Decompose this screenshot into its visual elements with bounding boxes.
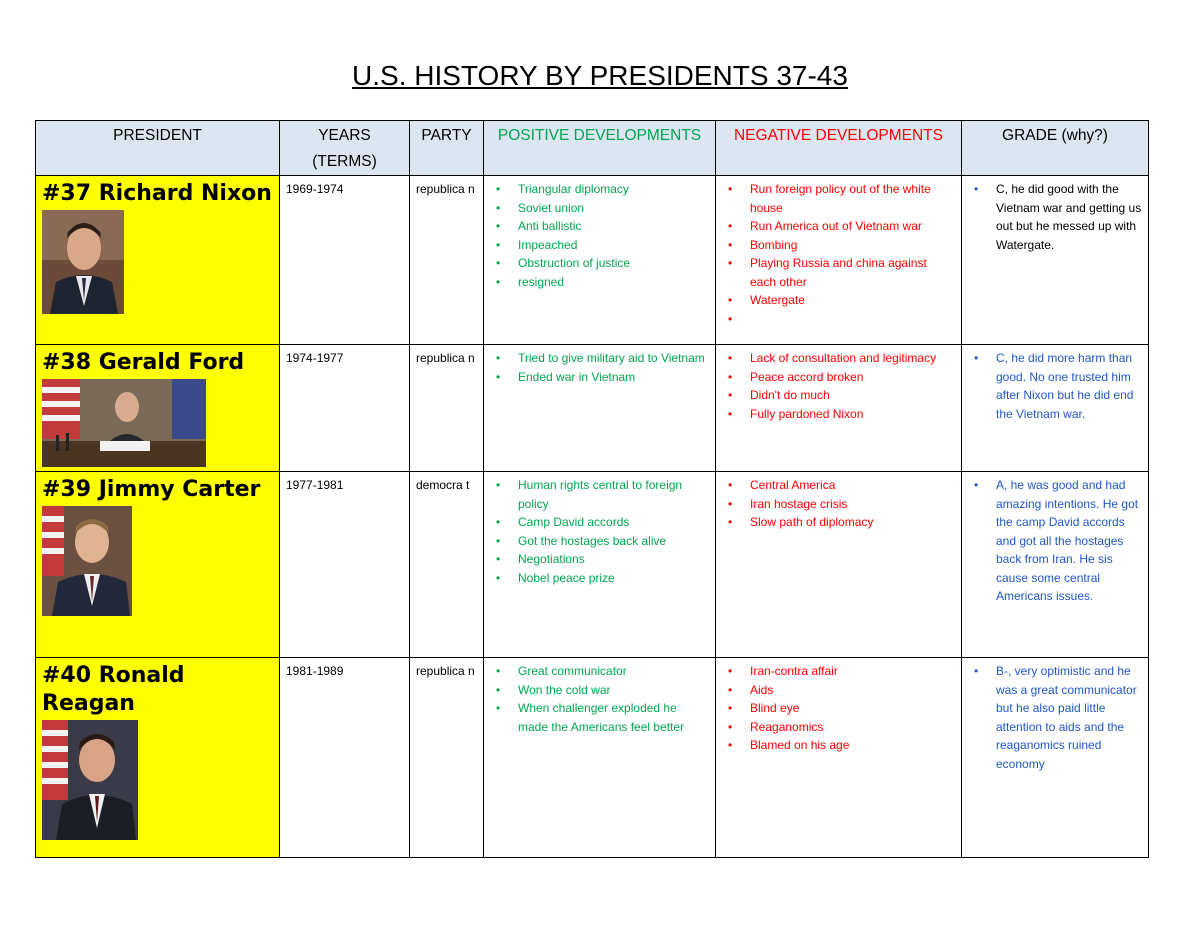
positive-cell <box>484 658 716 858</box>
president-cell <box>36 176 280 345</box>
list-item: • Triangular diplomacy <box>518 180 709 199</box>
positive-cell <box>484 345 716 472</box>
list-item: • C, he did more harm than good. No one trusted him after Nixon but he did end the Vietnam war. <box>996 349 1142 423</box>
party-cell: republica n <box>410 176 484 345</box>
president-name: #37 Richard Nixon <box>42 181 272 206</box>
years-cell: 1974-1977 <box>280 345 410 472</box>
list-item: • Great communicator <box>518 662 709 681</box>
president-photo <box>42 720 138 840</box>
list-item <box>750 310 955 328</box>
negative-cell <box>716 472 962 658</box>
list-item: • Obstruction of justice <box>518 254 709 273</box>
list-item: • Peace accord broken <box>750 368 955 387</box>
header-negative: NEGATIVE DEVELOPMENTS <box>716 121 962 176</box>
president-photo <box>42 379 206 467</box>
list-item: • Playing Russia and china against each other <box>750 254 955 291</box>
years-cell: 1981-1989 <box>280 658 410 858</box>
table-row <box>36 345 1149 472</box>
list-item: • Blamed on his age <box>750 736 955 755</box>
president-name: #40 Ronald Reagan <box>42 663 185 716</box>
grade-cell <box>962 176 1149 345</box>
president-name: #38 Gerald Ford <box>42 350 245 375</box>
list-item: • Run foreign policy out of the white house <box>750 180 955 217</box>
list-item: • Reaganomics <box>750 718 955 737</box>
years-cell: 1969-1974 <box>280 176 410 345</box>
president-cell <box>36 658 280 858</box>
list-item: • Central America <box>750 476 955 495</box>
header-years: YEARS (TERMS) <box>280 121 410 176</box>
list-item: • Soviet union <box>518 199 709 218</box>
positive-cell <box>484 472 716 658</box>
grade-cell <box>962 658 1149 858</box>
grade-cell <box>962 345 1149 472</box>
negative-cell <box>716 345 962 472</box>
presidents-table <box>35 120 1149 858</box>
list-item: • Negotiations <box>518 550 709 569</box>
list-item: • Blind eye <box>750 699 955 718</box>
header-president: PRESIDENT <box>36 121 280 176</box>
list-item: • Slow path of diplomacy <box>750 513 955 532</box>
list-item: • Aids <box>750 681 955 700</box>
header-grade: GRADE (why?) <box>962 121 1149 176</box>
list-item: • C, he did good with the Vietnam war and getting us out but he messed up with Watergate. <box>996 180 1142 254</box>
list-item: • Won the cold war <box>518 681 709 700</box>
list-item: • Watergate <box>750 291 955 310</box>
header-party: PARTY <box>410 121 484 176</box>
party-cell: republica n <box>410 345 484 472</box>
list-item: • B-, very optimistic and he was a great communicator but he also paid little attention to aids and the reaganomics ruined economy <box>996 662 1142 773</box>
president-name: #39 Jimmy Carter <box>42 477 261 502</box>
list-item: • Bombing <box>750 236 955 255</box>
list-item: • Human rights central to foreign policy <box>518 476 709 513</box>
list-item: • resigned <box>518 273 709 292</box>
party-cell: republica n <box>410 658 484 858</box>
years-cell: 1977-1981 <box>280 472 410 658</box>
president-photo <box>42 506 132 616</box>
table-row <box>36 658 1149 858</box>
list-item: • When challenger exploded he made the Americans feel better <box>518 699 709 736</box>
list-item: • Camp David accords <box>518 513 709 532</box>
list-item: • Impeached <box>518 236 709 255</box>
header-positive: POSITIVE DEVELOPMENTS <box>484 121 716 176</box>
negative-cell <box>716 658 962 858</box>
list-item: • Fully pardoned Nixon <box>750 405 955 424</box>
list-item: • Didn't do much <box>750 386 955 405</box>
header-row <box>36 121 1149 176</box>
page-title: U.S. HISTORY BY PRESIDENTS 37-43 <box>352 60 848 91</box>
negative-cell <box>716 176 962 345</box>
president-cell <box>36 472 280 658</box>
list-item: • Iran-contra affair <box>750 662 955 681</box>
table-row <box>36 472 1149 658</box>
list-item: • Lack of consultation and legitimacy <box>750 349 955 368</box>
list-item: • A, he was good and had amazing intentions. He got the camp David accords and got all the hostages back from Iran. He sis cause some central Americans issues. <box>996 476 1142 606</box>
list-item: • Nobel peace prize <box>518 569 709 588</box>
party-cell: democra t <box>410 472 484 658</box>
list-item: • Ended war in Vietnam <box>518 368 709 387</box>
president-cell <box>36 345 280 472</box>
positive-cell <box>484 176 716 345</box>
list-item: • Anti ballistic <box>518 217 709 236</box>
list-item: • Got the hostages back alive <box>518 532 709 551</box>
list-item: • Iran hostage crisis <box>750 495 955 514</box>
grade-cell <box>962 472 1149 658</box>
list-item: • Tried to give military aid to Vietnam <box>518 349 709 368</box>
table-row <box>36 176 1149 345</box>
president-photo <box>42 210 124 314</box>
list-item: • Run America out of Vietnam war <box>750 217 955 236</box>
